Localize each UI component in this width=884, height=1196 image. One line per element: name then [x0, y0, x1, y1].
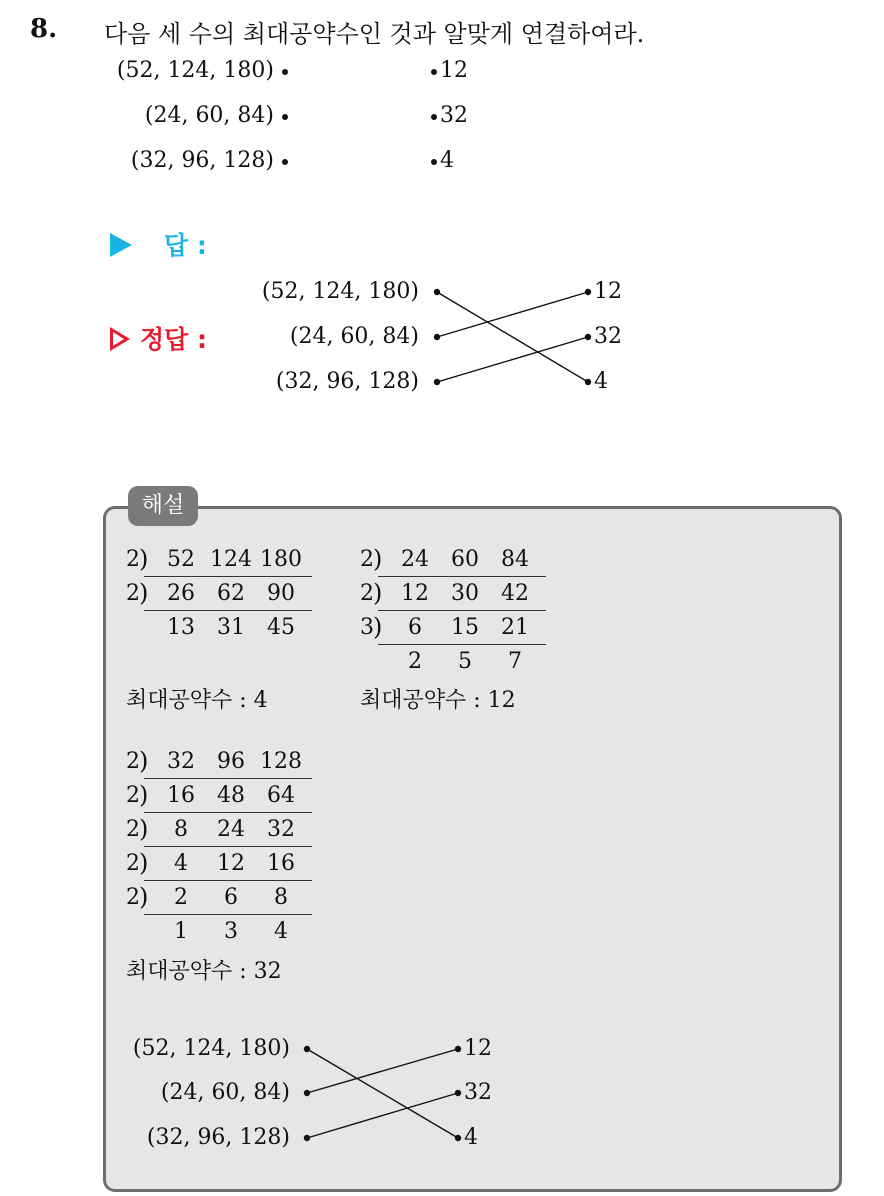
answer-right-item-2: 32 — [594, 324, 622, 349]
ladder-divisor: 2 — [126, 783, 140, 808]
answer-label-text: 답 : — [164, 231, 207, 260]
ladder-cell: 2 — [408, 649, 422, 674]
division-bracket: ) — [139, 545, 149, 573]
answer-right-item-1: 12 — [594, 279, 622, 304]
question-right-item-3: 4 — [440, 148, 454, 173]
match-line — [307, 1049, 458, 1138]
ladder-cell: 15 — [451, 615, 479, 640]
ladder-cell: 26 — [167, 581, 195, 606]
gcd-result-2: 최대공약수 : 12 — [360, 688, 516, 713]
ladder-cell: 8 — [274, 885, 288, 910]
ladder-cell: 84 — [501, 547, 529, 572]
correct-answer-label-text: 정답 : — [140, 325, 208, 354]
gcd-result-1: 최대공약수 : 4 — [126, 688, 268, 713]
explanation-right-item-3: 4 — [464, 1125, 478, 1150]
ladder-divisor: 2 — [126, 817, 140, 842]
ladder-cell: 12 — [217, 851, 245, 876]
answer-left-item-3: (32, 96, 128) — [275, 369, 419, 394]
ladder-divisor: 2 — [126, 547, 140, 572]
ladder-cell: 21 — [501, 615, 529, 640]
question-number: 8. — [30, 14, 58, 44]
ladder-cell: 8 — [174, 817, 188, 842]
division-bracket: ) — [139, 883, 149, 911]
ladder-cell: 62 — [217, 581, 245, 606]
ladder-divisor: 2 — [126, 581, 140, 606]
ladder-cell: 42 — [501, 581, 529, 606]
ladder-cell: 3 — [224, 919, 238, 944]
ladder-cell: 96 — [217, 749, 245, 774]
ladder-cell: 124 — [210, 547, 252, 572]
ladder-cell: 4 — [174, 851, 188, 876]
division-bracket: ) — [139, 781, 149, 809]
division-bracket: ) — [139, 815, 149, 843]
ladder-cell: 1 — [174, 919, 188, 944]
ladder-cell: 13 — [167, 615, 195, 640]
explanation-right-item-2: 32 — [464, 1080, 492, 1105]
ladder-cell: 180 — [260, 547, 302, 572]
ladder-cell: 128 — [260, 749, 302, 774]
ladder-cell: 16 — [167, 783, 195, 808]
ladder-cell: 30 — [451, 581, 479, 606]
ladder-cell: 16 — [267, 851, 295, 876]
ladder-divisor: 3 — [360, 615, 374, 640]
ladder-cell: 6 — [224, 885, 238, 910]
ladder-cell: 64 — [267, 783, 295, 808]
ladder-cell: 60 — [451, 547, 479, 572]
explanation-tab: 해설 — [128, 486, 198, 526]
ladder-cell: 6 — [408, 615, 422, 640]
division-bracket: ) — [139, 579, 149, 607]
ladder-cell: 45 — [267, 615, 295, 640]
question-right-item-1: 12 — [440, 58, 468, 83]
ladder-cell: 7 — [508, 649, 522, 674]
answer-left-item-1: (52, 124, 180) — [261, 279, 419, 304]
explanation-left-item-1: (52, 124, 180) — [132, 1036, 290, 1061]
ladder-divisor: 2 — [126, 851, 140, 876]
answer-right-item-3: 4 — [594, 369, 608, 394]
explanation-left-item-3: (32, 96, 128) — [146, 1125, 290, 1150]
division-bracket: ) — [373, 545, 383, 573]
division-bracket: ) — [373, 613, 383, 641]
match-line — [307, 1049, 458, 1093]
question-left-item-2: (24, 60, 84) — [144, 103, 274, 128]
ladder-divisor: 2 — [360, 547, 374, 572]
question-left-item-3: (32, 96, 128) — [130, 148, 274, 173]
answer-left-item-2: (24, 60, 84) — [289, 324, 419, 349]
question-text: 다음 세 수의 최대공약수인 것과 알맞게 연결하여라. — [104, 20, 645, 48]
match-line — [307, 1093, 458, 1138]
ladder-cell: 48 — [217, 783, 245, 808]
ladder-cell: 12 — [401, 581, 429, 606]
ladder-cell: 5 — [458, 649, 472, 674]
question-left-item-1: (52, 124, 180) — [116, 58, 274, 83]
ladder-divisor: 2 — [360, 581, 374, 606]
ladder-divisor: 2 — [126, 749, 140, 774]
division-bracket: ) — [139, 747, 149, 775]
ladder-cell: 24 — [217, 817, 245, 842]
ladder-cell: 32 — [167, 749, 195, 774]
explanation-right-item-1: 12 — [464, 1036, 492, 1061]
ladder-divisor: 2 — [126, 885, 140, 910]
ladder-cell: 31 — [217, 615, 245, 640]
ladder-cell: 90 — [267, 581, 295, 606]
ladder-cell: 4 — [274, 919, 288, 944]
explanation-left-item-2: (24, 60, 84) — [160, 1080, 290, 1105]
question-right-item-2: 32 — [440, 103, 468, 128]
ladder-cell: 2 — [174, 885, 188, 910]
ladder-cell: 52 — [167, 547, 195, 572]
ladder-cell: 32 — [267, 817, 295, 842]
division-bracket: ) — [373, 579, 383, 607]
division-bracket: ) — [139, 849, 149, 877]
ladder-cell: 24 — [401, 547, 429, 572]
gcd-result-3: 최대공약수 : 32 — [126, 959, 282, 984]
